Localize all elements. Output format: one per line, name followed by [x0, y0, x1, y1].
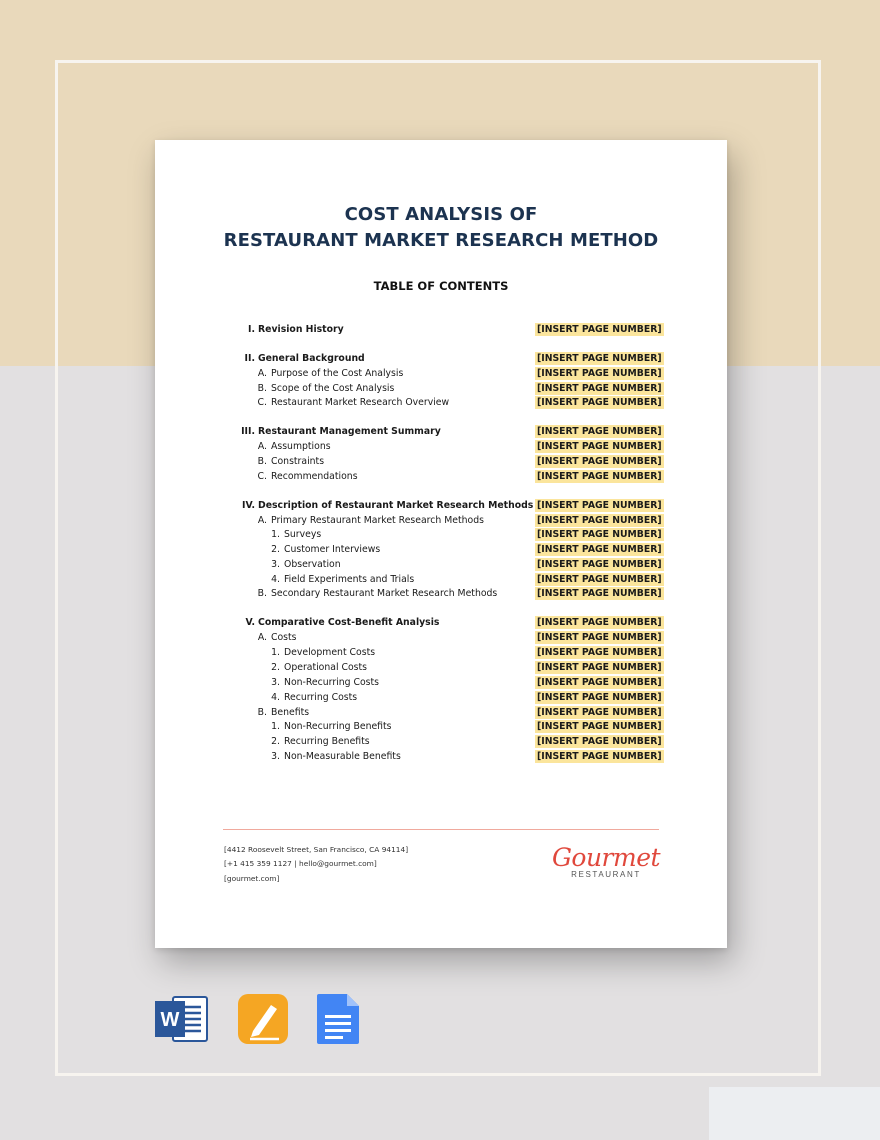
toc-entry-text: Recurring Costs	[284, 692, 358, 703]
title-line-1: COST ANALYSIS OF	[344, 204, 538, 225]
toc-row	[155, 661, 727, 675]
svg-text:W: W	[160, 1009, 180, 1031]
toc-number: B.	[257, 588, 267, 599]
toc-entry-text: Secondary Restaurant Market Research Methods	[271, 588, 498, 599]
toc-number: 3.	[271, 677, 280, 688]
toc-entry-text: Restaurant Market Research Overview	[271, 397, 450, 408]
toc-row	[155, 691, 727, 705]
toc-page-placeholder: [INSERT PAGE NUMBER]	[537, 368, 662, 379]
toc-number: 1.	[271, 529, 280, 540]
toc-row	[155, 543, 727, 557]
toc-heading: TABLE OF CONTENTS	[373, 279, 509, 293]
toc-entry-text: Costs	[271, 632, 297, 643]
word-icon[interactable]	[155, 993, 209, 1045]
toc-row	[155, 720, 727, 734]
toc-number: A.	[257, 632, 267, 643]
logo-wordmark: Gourmet	[551, 843, 661, 872]
toc-entry-text: Scope of the Cost Analysis	[271, 383, 395, 394]
toc-entry-text: Benefits	[271, 707, 310, 718]
footer-divider	[223, 829, 659, 830]
toc-entry-text: General Background	[258, 353, 365, 364]
toc-entry-text: Assumptions	[271, 441, 331, 452]
toc-entry-text: Revision History	[258, 324, 344, 335]
toc-entry-text: Non-Recurring Benefits	[284, 721, 392, 732]
document-page	[155, 140, 727, 948]
toc-number: V.	[245, 617, 255, 628]
toc-row	[155, 631, 727, 645]
toc-row	[155, 440, 727, 454]
footer-address: [4412 Roosevelt Street, San Francisco, CA 94114]	[224, 845, 409, 854]
toc-entry-text: Observation	[284, 559, 341, 570]
footer-contact: [+1 415 359 1127 | hello@gourmet.com]	[224, 859, 377, 868]
toc-page-placeholder: [INSERT PAGE NUMBER]	[537, 397, 662, 408]
toc-entry-text: Restaurant Management Summary	[258, 426, 441, 437]
toc-page-placeholder: [INSERT PAGE NUMBER]	[537, 617, 662, 628]
google-docs-icon[interactable]	[313, 993, 367, 1045]
toc-number: C.	[257, 397, 267, 408]
toc-page-placeholder: [INSERT PAGE NUMBER]	[537, 662, 662, 673]
toc-row	[155, 323, 727, 337]
toc-entry-text: Development Costs	[284, 647, 376, 658]
toc-number: 2.	[271, 736, 280, 747]
toc-row	[155, 382, 727, 396]
toc-number: 1.	[271, 647, 280, 658]
toc-number: 4.	[271, 574, 280, 585]
toc-entry-text: Operational Costs	[284, 662, 368, 673]
footer-website: [gourmet.com]	[224, 874, 280, 883]
toc-page-placeholder: [INSERT PAGE NUMBER]	[537, 500, 662, 511]
toc-row	[155, 470, 727, 484]
toc-number: B.	[257, 456, 267, 467]
toc-entry-text: Recommendations	[271, 471, 358, 482]
toc-entry-text: Recurring Benefits	[284, 736, 370, 747]
toc-page-placeholder: [INSERT PAGE NUMBER]	[537, 751, 662, 762]
toc-page-placeholder: [INSERT PAGE NUMBER]	[537, 588, 662, 599]
logo-subtitle: RESTAURANT	[571, 870, 641, 879]
toc-number: II.	[244, 353, 255, 364]
toc-row	[155, 455, 727, 469]
toc-number: 1.	[271, 721, 280, 732]
title-line-2: RESTAURANT MARKET RESEARCH METHOD	[223, 230, 659, 251]
toc-number: 3.	[271, 559, 280, 570]
pages-icon[interactable]	[237, 993, 291, 1045]
toc-page-placeholder: [INSERT PAGE NUMBER]	[537, 529, 662, 540]
toc-row	[155, 706, 727, 720]
toc-entry-text: Purpose of the Cost Analysis	[271, 368, 404, 379]
toc-entry-text: Surveys	[284, 529, 322, 540]
toc-row	[155, 558, 727, 572]
toc-page-placeholder: [INSERT PAGE NUMBER]	[537, 456, 662, 467]
toc-row	[155, 676, 727, 690]
toc-page-placeholder: [INSERT PAGE NUMBER]	[537, 692, 662, 703]
toc-number: IV.	[242, 500, 255, 511]
toc-entry-text: Non-Recurring Costs	[284, 677, 379, 688]
gourmet-logo	[551, 844, 661, 879]
toc-row	[155, 528, 727, 542]
toc-entry-text: Constraints	[271, 456, 325, 467]
toc-entry-text: Comparative Cost-Benefit Analysis	[258, 617, 440, 628]
toc-page-placeholder: [INSERT PAGE NUMBER]	[537, 647, 662, 658]
toc-page-placeholder: [INSERT PAGE NUMBER]	[537, 324, 662, 335]
toc-number: III.	[241, 426, 255, 437]
toc-page-placeholder: [INSERT PAGE NUMBER]	[537, 736, 662, 747]
toc-entry-text: Non-Measurable Benefits	[284, 751, 401, 762]
toc-number: 3.	[271, 751, 280, 762]
toc-page-placeholder: [INSERT PAGE NUMBER]	[537, 441, 662, 452]
toc-row	[155, 396, 727, 410]
toc-page-placeholder: [INSERT PAGE NUMBER]	[537, 677, 662, 688]
toc-page-placeholder: [INSERT PAGE NUMBER]	[537, 353, 662, 364]
toc-number: A.	[257, 368, 267, 379]
toc-number: A.	[257, 441, 267, 452]
toc-row	[155, 425, 727, 439]
toc-row	[155, 367, 727, 381]
toc-page-placeholder: [INSERT PAGE NUMBER]	[537, 383, 662, 394]
toc-page-placeholder: [INSERT PAGE NUMBER]	[537, 471, 662, 482]
toc-entry-text: Primary Restaurant Market Research Methods	[271, 515, 484, 526]
toc-page-placeholder: [INSERT PAGE NUMBER]	[537, 721, 662, 732]
toc-row	[155, 499, 727, 513]
toc-entry-text: Description of Restaurant Market Research Methods	[258, 500, 534, 511]
toc-page-placeholder: [INSERT PAGE NUMBER]	[537, 707, 662, 718]
toc-number: I.	[248, 324, 255, 335]
toc-row	[155, 616, 727, 630]
toc-row	[155, 587, 727, 601]
toc-number: B.	[257, 707, 267, 718]
toc-row	[155, 573, 727, 587]
toc-row	[155, 735, 727, 749]
toc-row	[155, 750, 727, 764]
document-title	[155, 202, 727, 254]
toc-entry-text: Customer Interviews	[284, 544, 381, 555]
toc-entry-text: Field Experiments and Trials	[284, 574, 415, 585]
toc-page-placeholder: [INSERT PAGE NUMBER]	[537, 559, 662, 570]
toc-row	[155, 352, 727, 366]
toc-number: C.	[257, 471, 267, 482]
background-corner	[709, 1087, 880, 1140]
toc-page-placeholder: [INSERT PAGE NUMBER]	[537, 574, 662, 585]
toc-row	[155, 514, 727, 528]
toc-page-placeholder: [INSERT PAGE NUMBER]	[537, 426, 662, 437]
toc-number: 4.	[271, 692, 280, 703]
toc-row	[155, 646, 727, 660]
toc-number: B.	[257, 383, 267, 394]
toc-number: 2.	[271, 544, 280, 555]
toc-number: A.	[257, 515, 267, 526]
toc-page-placeholder: [INSERT PAGE NUMBER]	[537, 515, 662, 526]
toc-number: 2.	[271, 662, 280, 673]
toc-page-placeholder: [INSERT PAGE NUMBER]	[537, 544, 662, 555]
toc-page-placeholder: [INSERT PAGE NUMBER]	[537, 632, 662, 643]
